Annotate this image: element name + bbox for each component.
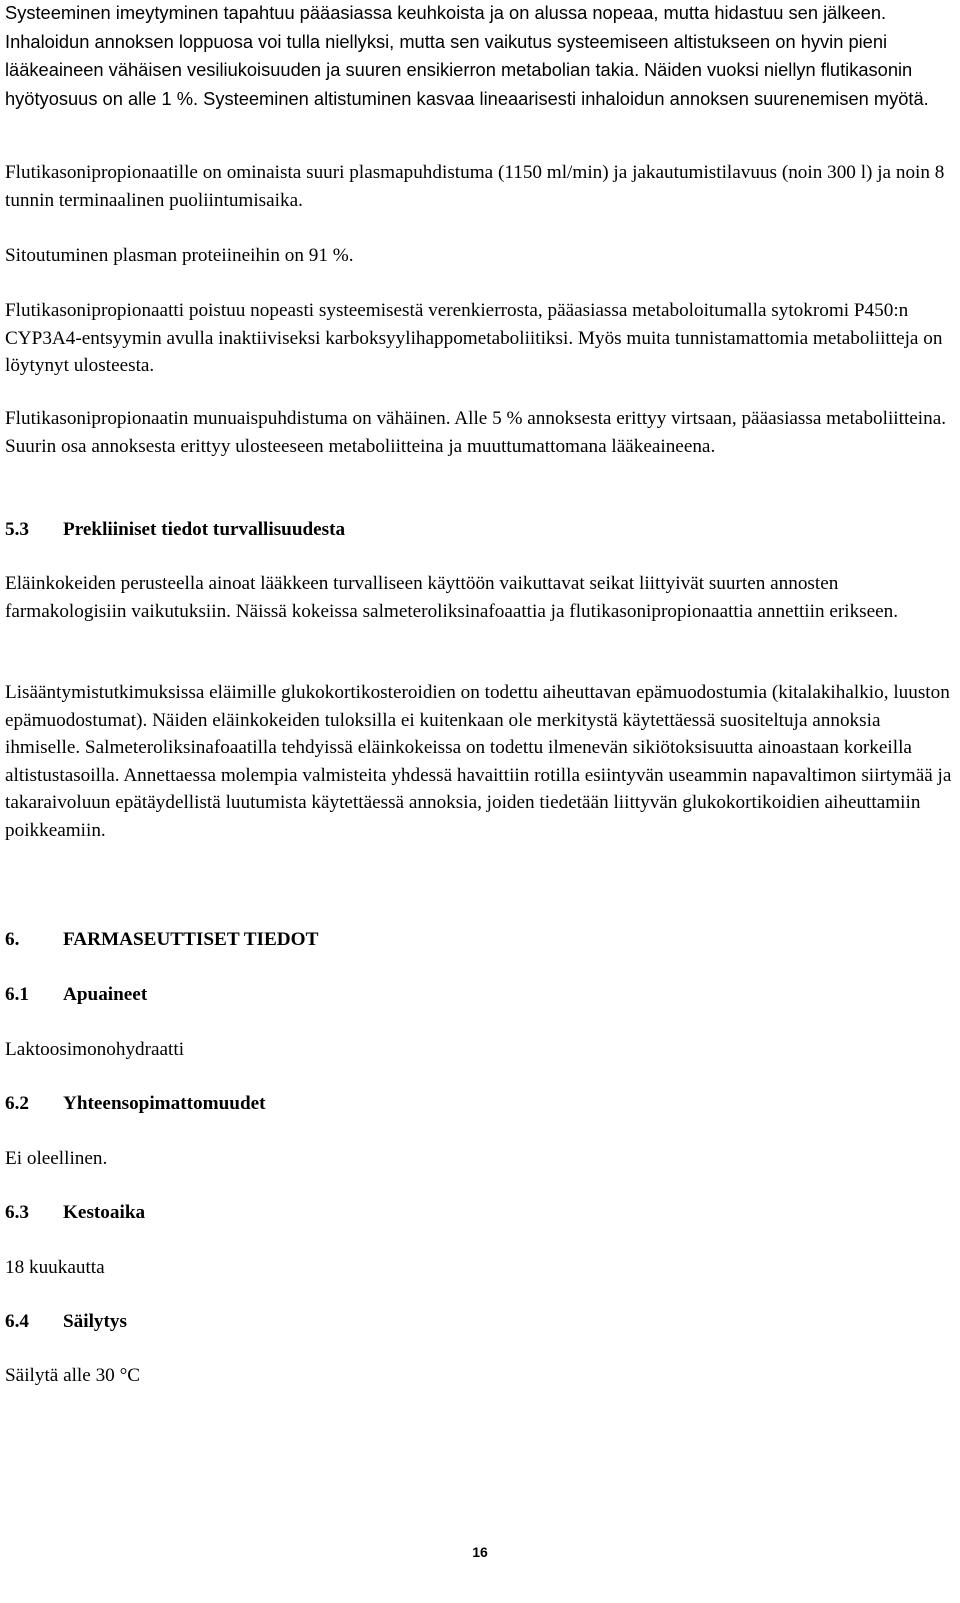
section-heading-6-1 — [5, 981, 147, 1009]
paragraph-metabolism: Flutikasonipropionaatti poistuu nopeasti systeemisestä verenkierrosta, pääasiassa metaboloitumalla sytokromi P450:n CYP3A4-entsyymin avulla inaktiiviseksi karboksyylihappometaboliitiksi. Myös muita tunnistamattomia metaboliitteja on löytynyt ulosteesta. — [5, 300, 943, 376]
section-title: Kestoaika — [63, 1202, 146, 1223]
section-number: 6. — [5, 929, 20, 950]
absorption-text-b: Näiden vuoksi niellyn flutikasonin hyötyosuus on alle 1 %. Systeeminen altistuminen kasvaa lineaarisesti inhaloidun annoksen suurenemisen myötä. — [5, 59, 929, 109]
section-title: Prekliiniset tiedot turvallisuudesta — [63, 519, 346, 540]
section-heading-6 — [5, 926, 318, 954]
paragraph-reproduction-studies: Lisääntymistutkimuksissa eläimille glukokortikosteroidien on todettu aiheuttavan epämuodostumia (kitalakihalkio, luuston epämuodostumat). Näiden eläinkokeiden tuloksilla ei kuitenkaan ole merkitystä käytettäessä suositeltuja annoksia ihmiselle. Salmeteroliksinafoaatilla tehdyissä eläinkokeissa on todettu ilmenevän sikiötoksisuutta ainoastaan korkeilla altistustasoilla. Annettaessa molempia valmisteita yhdessä havaittiin rotilla esiintyvän useammin napavaltimon siirtymää ja takaraivoluun epätäydellistä luutumista käytettäessä annoksia, joiden tiedetään liittyvän glukokortikoidien aiheuttamiin poikkeamiin. — [5, 682, 952, 841]
paragraph-shelf-life: 18 kuukautta — [5, 1257, 105, 1278]
paragraph-renal-clearance: Flutikasonipropionaatin munuaispuhdistuma on vähäinen. Alle 5 % annoksesta erittyy virtsaan, pääasiassa metaboliitteina. Suurin osa annoksesta erittyy ulosteeseen metaboliitteina ja muuttumattomana lääkeaineena. — [5, 408, 947, 457]
section-title: Säilytys — [63, 1311, 127, 1332]
paragraph-absorption — [5, 0, 955, 113]
paragraph-incompatibilities: Ei oleellinen. — [5, 1148, 108, 1169]
paragraph-clearance: Flutikasonipropionaatille on ominaista suuri plasmapuhdistuma (1150 ml/min) ja jakautumistilavuus (noin 300 l) ja noin 8 tunnin terminaalinen puoliintumisaika. — [5, 162, 945, 211]
page-number: 16 — [472, 1544, 488, 1560]
section-number: 6.2 — [5, 1093, 29, 1114]
paragraph-storage: Säilytä alle 30 °C — [5, 1365, 141, 1386]
section-heading-5-3 — [5, 516, 345, 544]
paragraph-excipients: Laktoosimonohydraatti — [5, 1039, 185, 1060]
section-title: FARMASEUTTISET TIEDOT — [63, 929, 319, 950]
section-number: 6.3 — [5, 1202, 29, 1223]
absorption-text-a: Systeeminen imeytyminen tapahtuu pääasiassa keuhkoista ja on alussa nopeaa, mutta hidastuu sen jälkeen. Inhaloidun annoksen loppuosa voi tulla niellyksi, mutta sen vaikutus systeemiseen altistukseen on hyvin pieni lääkeaineen vähäisen vesiliukoisuuden ja suuren ensikierron metabolian takia. — [5, 2, 888, 80]
section-heading-6-3 — [5, 1199, 145, 1227]
paragraph-animal-studies: Eläinkokeiden perusteella ainoat lääkkeen turvalliseen käyttöön vaikuttavat seikat liittyivät suurten annosten farmakologisiin vaikutuksiin. Näissä kokeissa salmeteroliksinafoaattia ja flutikasonipropionaattia annettiin erikseen. — [5, 573, 899, 622]
paragraph-protein-binding: Sitoutuminen plasman proteiineihin on 91 %. — [5, 245, 354, 266]
section-number: 6.4 — [5, 1311, 29, 1332]
section-heading-6-4 — [5, 1308, 127, 1336]
section-heading-6-2 — [5, 1090, 266, 1118]
section-number: 6.1 — [5, 984, 29, 1005]
section-title: Yhteensopimattomuudet — [63, 1093, 266, 1114]
section-title: Apuaineet — [63, 984, 148, 1005]
section-number: 5.3 — [5, 519, 29, 540]
